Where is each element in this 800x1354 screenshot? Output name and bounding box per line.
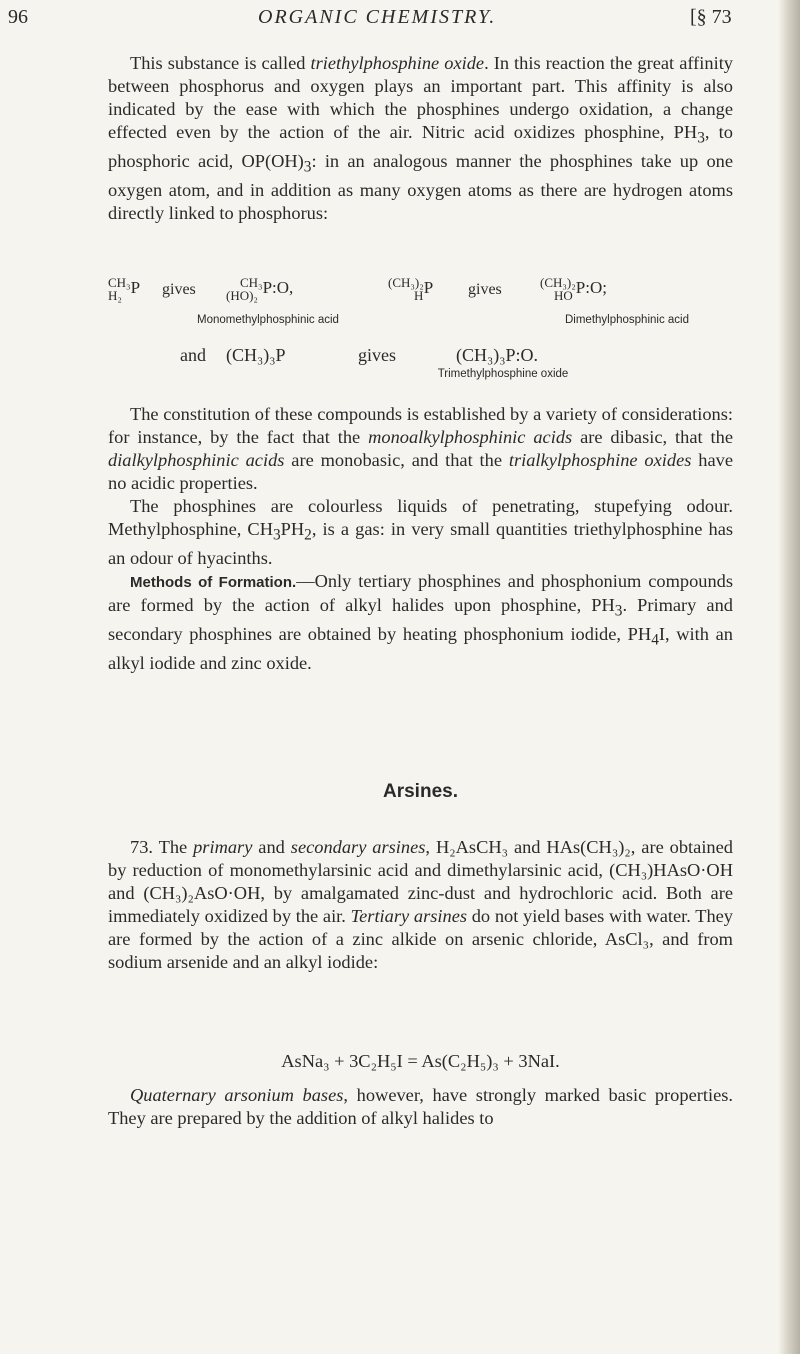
caption-monomethylphosphinic-acid: Monomethylphosphinic acid [197,314,339,326]
product-dimethylphosphinic-acid: (CH₃)₂ HO P:O; [540,275,607,303]
paragraph-6: Quaternary arsonium bases, however, have strongly marked basic properties. They are prepared by the addition of alkyl halides to [108,1085,733,1129]
gives-3: gives [358,345,396,365]
section-number: 73. [130,837,153,857]
caption-trimethylphosphine-oxide: Trimethylphosphine oxide [437,368,569,380]
running-header [0,6,780,36]
section-marker: [§ 73 [690,6,732,28]
paragraph-5: 73. The primary and secondary arsines, H₂AsCH₃ and HAs(CH₃)₂, are obtained by reduction of monomethylarsinic acid and dimethylarsinic acid, (CH₃)HAsO·OH and (CH₃)₂AsO·OH, by amalgamated zinc-dust and hydrochloric acid. Both are immediately oxidized by the air. Tertiary arsines do not yield bases with water. They are formed by the action of a zinc alkide on arsenic chloride, AsCl₃, and from sodium arsenide and an alkyl iodide: [108,837,734,973]
page-number: 96 [8,6,28,28]
page-edge-shadow [778,0,800,1354]
paragraph-4: Methods of Formation.—Only tertiary phosphines and phosphonium compounds are formed by the action of alkyl halides upon phosphine, $PH_3$. Primary and secondary phosphines are obtained by heating phosphonium iodide, $PH_4I$, with an alkyl iodide and zinc oxide. [108,571,734,673]
term-triethylphosphine-oxide: triethylphosphine oxide [310,53,485,73]
paragraph-3: The phosphines are colourless liquids of penetrating, stupefying odour. Methylphosphine, $CH_3PH_2$, is a gas: in very small quantities triethylphosphine has an odour of hyacinths. [108,496,734,569]
product-trimethylphosphine-oxide: (CH₃)₃P:O. [456,345,539,365]
section-heading-arsines: Arsines. [383,781,458,802]
reactant-dimethylphosphine: (CH₃)₂ H P [388,275,434,303]
runin-methods-of-formation: Methods of Formation. [130,574,297,592]
paragraph-1: This substance is called triethylphosphine oxide. In this reaction the great affinity between phosphorus and oxygen plays an important part. This affinity is also indicated by the ease with which the phosphines undergo oxidation, a change effected even by the action of the air. Nitric acid oxidizes phosphine, $PH_3$, to phosphoric acid, $OP(OH)_3$: in an analogous manner the phosphines take up one oxygen atom, and in addition as many oxygen atoms as there are hydrogen atoms directly linked to phosphorus: [108,53,733,223]
gives-2: gives [468,281,502,298]
gives-1: gives [162,281,196,298]
paragraph-2: The constitution of these compounds is established by a variety of considerations: for instance, by the fact that the monoalkylphosphinic acids are dibasic, that the dialkylphosphinic acids are monobasic, and that the trialkylphosphine oxides have no acidic properties. The phosphines are colourless liquids of penetrating, stupefying odour. Methylphosphine, $CH_3PH_2$, is a gas: in very small quantities triethylphosphine has an odour of hyacinths. Methods of Formation.—Only tertiary phosphines and phosphonium compounds are formed by the action of alkyl halides upon phosphine, $PH_3$. Primary and secondary phosphines are obtained by heating phosphonium iodide, $PH_4I$, with an alkyl iodide and zinc oxide. [108,403,733,675]
and-word: and [180,345,206,365]
arsine-formation-equation: AsNa₃ + 3C₂H₅I = As(C₂H₅)₃ + 3NaI. [281,1051,560,1071]
reactant-trimethylphosphine: (CH₃)₃P [226,345,286,365]
reactant-methylphosphine: CH₃ H₂ P [108,275,141,303]
product-monomethylphosphinic-acid: CH₃ (HO)₂ P:O, [226,275,294,303]
running-title: ORGANIC CHEMISTRY. [258,6,497,28]
caption-dimethylphosphinic-acid: Dimethylphosphinic acid [564,314,689,326]
